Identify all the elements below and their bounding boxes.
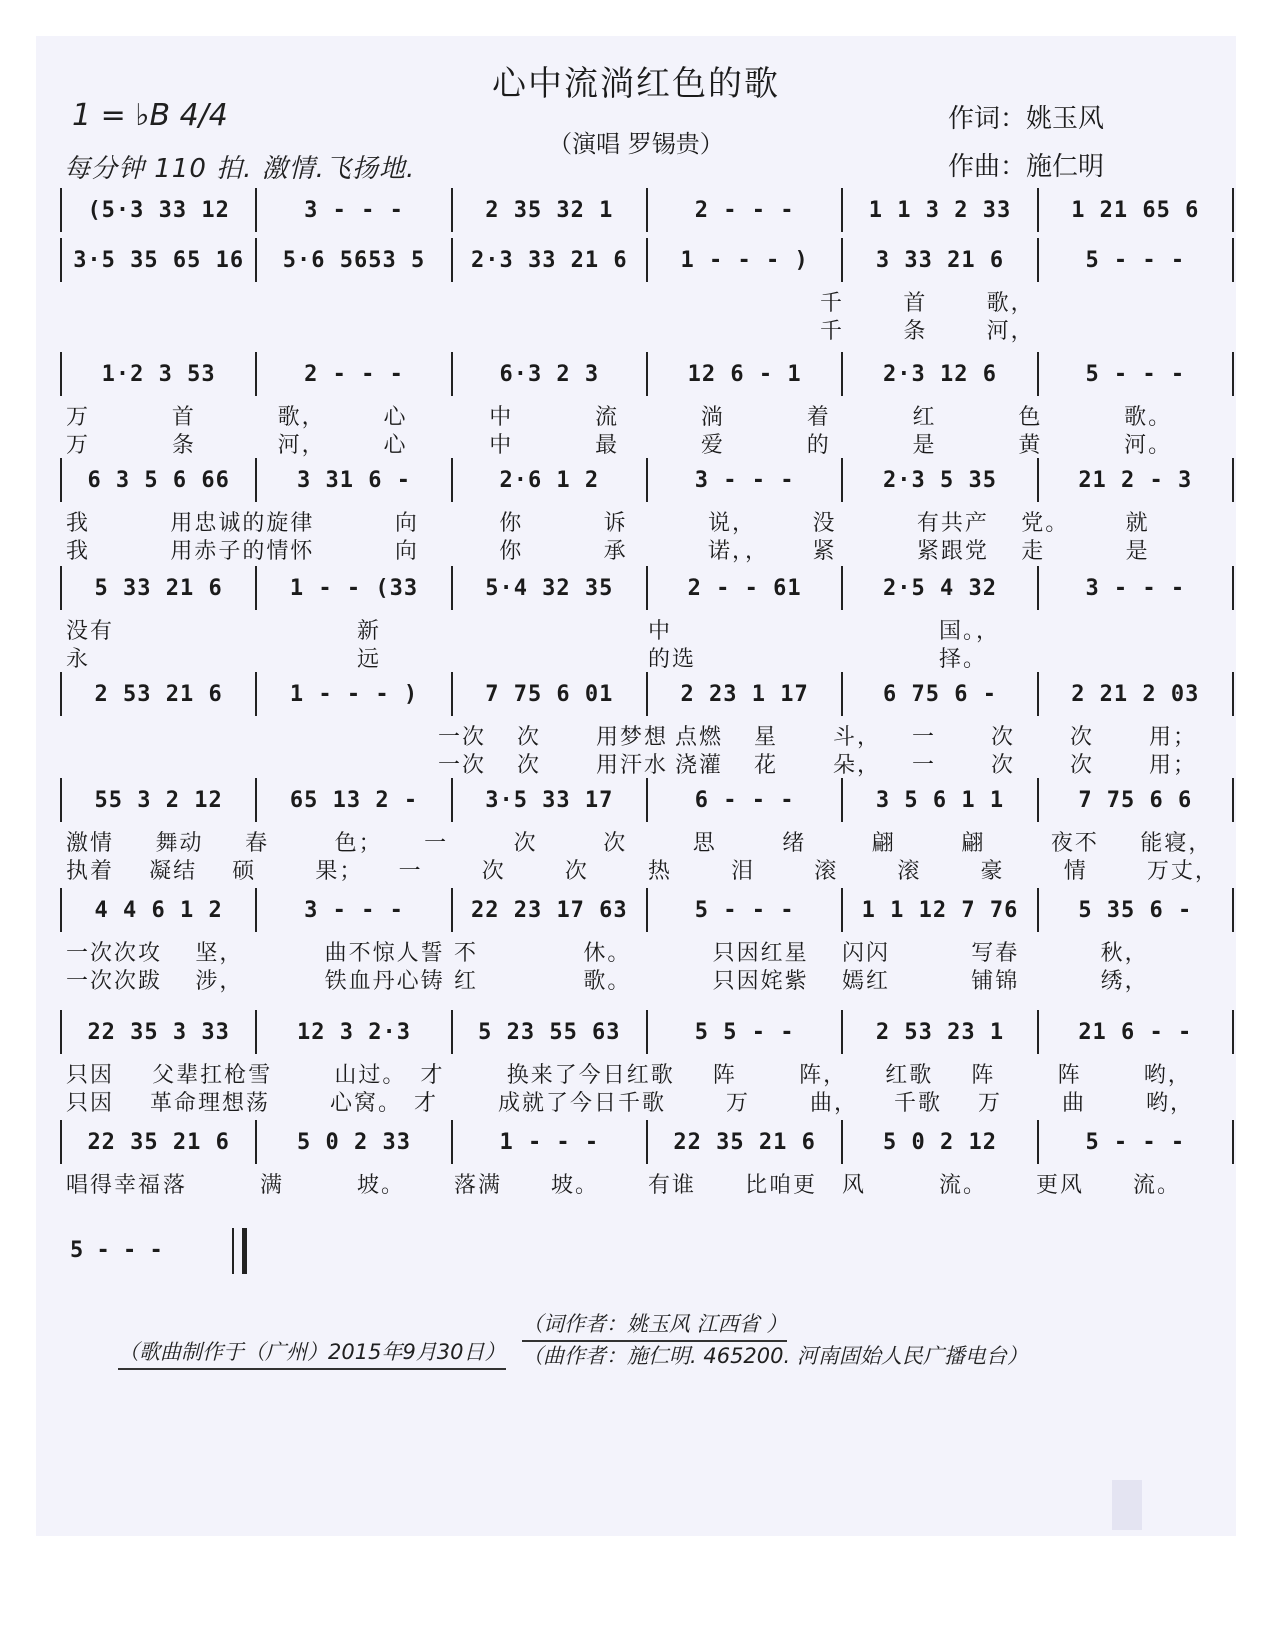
lyric-word: 用忠诚的旋 bbox=[170, 511, 291, 536]
staff-line-7 bbox=[60, 778, 1234, 822]
lyric-word: 坡。 bbox=[357, 1173, 406, 1198]
lyric-word: 星 bbox=[754, 725, 779, 750]
lyric-word: 紧 bbox=[812, 539, 837, 564]
measure: 7 75 6 01 bbox=[453, 672, 648, 716]
lyric-word: 是 bbox=[912, 433, 937, 458]
measure: 5 0 2 12 bbox=[843, 1120, 1038, 1164]
measure: 3 - - - bbox=[257, 888, 452, 932]
measure: 2·6 1 2 bbox=[453, 458, 648, 502]
lyric-word: 一次 bbox=[438, 753, 487, 778]
lyric-word: 是 bbox=[1125, 539, 1150, 564]
staff-line-6 bbox=[60, 672, 1234, 716]
lyric-word: 绪 bbox=[782, 831, 807, 856]
measure: 1 - - (33 bbox=[257, 566, 452, 610]
lyric-word: 革命理想 bbox=[150, 1091, 247, 1116]
lyric-word: 爱 bbox=[700, 433, 725, 458]
lyric-word: 歌。 bbox=[1124, 405, 1173, 430]
measure: 6 3 5 6 66 bbox=[62, 458, 257, 502]
lyric-verse-1 bbox=[66, 1168, 1230, 1199]
lyric-word: 黄 bbox=[1018, 433, 1043, 458]
lyric-word: 用梦想 bbox=[596, 725, 669, 750]
measure: 1 - - - ) bbox=[648, 238, 843, 282]
measure: 5 33 21 6 bbox=[62, 566, 257, 610]
lyric-word: 条 bbox=[171, 433, 196, 458]
lyric-word: 千 bbox=[820, 291, 845, 316]
lyric-word: 坚， bbox=[195, 941, 244, 966]
lyric-word: 休。 bbox=[583, 941, 632, 966]
lyric-word: 绣， bbox=[1100, 969, 1149, 994]
lyric-word: 你 bbox=[499, 511, 524, 536]
lyric-word: 阵， bbox=[799, 1063, 848, 1088]
footer-lyricist-address: （词作者：姚玉风 江西省 ） bbox=[522, 1308, 787, 1342]
key-signature: 1 = ♭B 4/4 bbox=[72, 98, 228, 133]
staff-line-3 bbox=[60, 352, 1234, 396]
lyric-verse-2 bbox=[820, 314, 1070, 345]
footer-date: （歌曲制作于（广州）2015年9月30日） bbox=[118, 1336, 506, 1370]
lyric-word: 歌， bbox=[277, 405, 326, 430]
lyric-word: 更风 bbox=[1036, 1173, 1085, 1198]
lyric-word: 万 bbox=[726, 1091, 751, 1116]
staff-line-1 bbox=[60, 188, 1234, 232]
measure: 2 21 2 03 bbox=[1071, 681, 1200, 707]
lyric-word: 择。 bbox=[939, 647, 988, 672]
measure: 3 - - - bbox=[648, 458, 843, 502]
lyric-word: 永 bbox=[66, 647, 91, 672]
lyric-word: 朵， bbox=[833, 753, 882, 778]
final-barline bbox=[232, 1228, 247, 1274]
lyric-word: 秋， bbox=[1100, 941, 1149, 966]
staff-line-2 bbox=[60, 238, 1234, 282]
lyric-word: 歌 bbox=[642, 1091, 667, 1116]
lyric-word: 热 bbox=[647, 859, 672, 884]
lyric-verse-2 bbox=[66, 534, 1230, 565]
lyric-word: 走 bbox=[1021, 539, 1046, 564]
lyric-word: 才 bbox=[414, 1091, 439, 1116]
lyric-word: 着 bbox=[806, 405, 831, 430]
tempo-marking: 每分钟 110 拍. 激情.飞扬地. bbox=[64, 154, 416, 184]
lyric-word: 流。 bbox=[1133, 1173, 1182, 1198]
measure: 6·3 2 3 bbox=[453, 352, 648, 396]
lyric-word: 落满 bbox=[454, 1173, 503, 1198]
lyric-word: 只因红星 bbox=[712, 941, 809, 966]
lyric-word: 没有 bbox=[66, 619, 115, 644]
measure: 5 - - - bbox=[648, 888, 843, 932]
lyric-verse-2 bbox=[66, 964, 1230, 995]
lyric-word: 只因 bbox=[66, 1091, 115, 1116]
lyric-word: 滚 bbox=[897, 859, 922, 884]
staff-line-10 bbox=[60, 1120, 1234, 1164]
lyric-word: 万 bbox=[66, 433, 91, 458]
lyric-word: 心 bbox=[383, 433, 408, 458]
measure: 5·4 32 35 bbox=[453, 566, 648, 610]
lyric-word: 没 bbox=[812, 511, 837, 536]
measure: 5 - - - bbox=[1085, 247, 1186, 273]
lyric-word: 滚 bbox=[814, 859, 839, 884]
measure: 12 3 2·3 bbox=[257, 1010, 452, 1054]
lyric-word: 一 bbox=[912, 725, 937, 750]
measure: 2 - - - bbox=[648, 188, 843, 232]
lyric-word: 条 bbox=[903, 319, 928, 344]
lyric-word: 用汗水 bbox=[596, 753, 669, 778]
lyric-word: 万丈， bbox=[1146, 859, 1219, 884]
measure: 1 21 65 6 bbox=[1071, 197, 1200, 223]
lyric-word: 歌， bbox=[986, 291, 1035, 316]
measure: 12 6 - 1 bbox=[648, 352, 843, 396]
lyric-word: 阵 bbox=[971, 1063, 996, 1088]
lyric-word: 律 bbox=[290, 511, 315, 536]
measure: 2·5 4 32 bbox=[843, 566, 1038, 610]
measure: 3 - - - bbox=[257, 188, 452, 232]
measure: 1 - - - bbox=[453, 1120, 648, 1164]
lyric-word: 只因姹紫 bbox=[712, 969, 809, 994]
lyric-word: 次 bbox=[481, 859, 506, 884]
lyric-word: 向 bbox=[394, 511, 419, 536]
lyric-word: 哟， bbox=[1146, 1091, 1195, 1116]
final-measure: 5 - - - bbox=[70, 1238, 163, 1263]
lyric-word: 红歌 bbox=[885, 1063, 934, 1088]
lyric-word: 思 bbox=[692, 831, 717, 856]
lyric-word: 的选 bbox=[648, 647, 697, 672]
lyric-word: 曲不惊人誓 bbox=[324, 941, 445, 966]
measure: 3 - - - bbox=[1085, 575, 1186, 601]
lyric-verse-1 bbox=[66, 936, 1230, 967]
lyric-word: 国。， bbox=[939, 619, 1001, 644]
measure: 5 - - - bbox=[1085, 361, 1186, 387]
lyric-word: 曲 bbox=[1062, 1091, 1087, 1116]
lyric-word: 一 bbox=[398, 859, 423, 884]
staff-line-8 bbox=[60, 888, 1234, 932]
measure: 4 4 6 1 2 bbox=[62, 888, 257, 932]
measure: 3 33 21 6 bbox=[843, 238, 1038, 282]
staff-line-9 bbox=[60, 1010, 1234, 1054]
measure: 7 75 6 6 bbox=[1078, 787, 1193, 813]
measure: 5·6 5653 5 bbox=[257, 238, 452, 282]
measure: 3·5 35 65 16 bbox=[62, 238, 257, 282]
lyric-word: 雪 bbox=[248, 1063, 273, 1088]
lyric-word: 中 bbox=[489, 405, 514, 430]
lyric-word: 次 bbox=[1070, 753, 1095, 778]
lyric-word: 怀 bbox=[290, 539, 315, 564]
lyric-word: 闪闪 bbox=[841, 941, 890, 966]
lyric-word: 红 bbox=[453, 969, 478, 994]
lyric-word: 满 bbox=[260, 1173, 285, 1198]
measure: 3 5 6 1 1 bbox=[843, 778, 1038, 822]
lyric-word: 夜不 bbox=[1050, 831, 1099, 856]
lyric-word: 铁血丹心铸 bbox=[324, 969, 445, 994]
lyric-word: 激情 bbox=[66, 831, 115, 856]
song-title: 心中流淌红色的歌 bbox=[492, 64, 780, 104]
measure: 6 - - - bbox=[648, 778, 843, 822]
lyric-word: 不 bbox=[453, 941, 478, 966]
singer-credit: （演唱 罗锡贵） bbox=[548, 130, 724, 158]
lyric-word: 党。 bbox=[1021, 511, 1070, 536]
measure: 1 1 3 2 33 bbox=[843, 188, 1038, 232]
lyric-word: 阵 bbox=[712, 1063, 737, 1088]
lyric-word: 色 bbox=[1018, 405, 1043, 430]
lyric-verse-1 bbox=[66, 614, 1230, 645]
lyric-word: 新 bbox=[357, 619, 382, 644]
lyric-word: 流 bbox=[595, 405, 620, 430]
measure: 55 3 2 12 bbox=[62, 778, 257, 822]
measure: 22 35 21 6 bbox=[62, 1120, 257, 1164]
lyric-word: 中 bbox=[648, 619, 673, 644]
lyric-word: 有谁 bbox=[648, 1173, 697, 1198]
lyric-verse-1 bbox=[820, 286, 1070, 317]
lyric-word: 翩 bbox=[871, 831, 896, 856]
lyric-word: 翩 bbox=[961, 831, 986, 856]
measure: 2 53 23 1 bbox=[843, 1010, 1038, 1054]
measure: 5 0 2 33 bbox=[257, 1120, 452, 1164]
lyric-word: 说， bbox=[708, 511, 757, 536]
measure: 5 5 - - bbox=[648, 1010, 843, 1054]
lyric-word: 远 bbox=[357, 647, 382, 672]
lyric-word: 次 bbox=[564, 859, 589, 884]
lyric-word: 次 bbox=[517, 725, 542, 750]
lyric-word: 山过。 bbox=[334, 1063, 407, 1088]
lyric-word: 流。 bbox=[939, 1173, 988, 1198]
lyric-word: 心 bbox=[383, 405, 408, 430]
scan-shadow bbox=[1112, 1480, 1142, 1530]
lyric-word: 万 bbox=[66, 405, 91, 430]
lyric-word: 河， bbox=[277, 433, 326, 458]
lyric-word: 次 bbox=[991, 725, 1016, 750]
lyric-word: 用赤子的情 bbox=[170, 539, 291, 564]
lyric-word: 点燃 bbox=[675, 725, 724, 750]
lyric-word: 浇灌 bbox=[675, 753, 724, 778]
lyric-word: 一次次攻 bbox=[66, 941, 163, 966]
lyricist-credit: 作词：姚玉风 bbox=[948, 104, 1105, 134]
lyric-word: 换来了今日 bbox=[506, 1063, 627, 1088]
lyric-word: 淌 bbox=[700, 405, 725, 430]
lyric-word: 色； bbox=[334, 831, 383, 856]
lyric-word: 凝结 bbox=[149, 859, 198, 884]
lyric-word: 首 bbox=[903, 291, 928, 316]
lyric-word: 最 bbox=[595, 433, 620, 458]
lyric-word: 荡 bbox=[246, 1091, 271, 1116]
lyric-word: 诉 bbox=[603, 511, 628, 536]
lyric-word: 落 bbox=[163, 1173, 188, 1198]
lyric-verse-2 bbox=[438, 748, 1228, 779]
lyric-word: 一 bbox=[912, 753, 937, 778]
lyric-verse-2 bbox=[66, 428, 1230, 459]
lyric-word: 才 bbox=[420, 1063, 445, 1088]
measure: 2 - - - bbox=[257, 352, 452, 396]
lyric-word: 唱得幸福 bbox=[66, 1173, 163, 1198]
lyric-word: 写春 bbox=[971, 941, 1020, 966]
measure: 2 - - 61 bbox=[648, 566, 843, 610]
lyric-word: 次 bbox=[603, 831, 628, 856]
lyric-word: 硕 bbox=[232, 859, 257, 884]
measure: 22 23 17 63 bbox=[453, 888, 648, 932]
measure: 5 - - - bbox=[1085, 1129, 1186, 1155]
lyric-word: 次 bbox=[991, 753, 1016, 778]
measure: 22 35 3 33 bbox=[62, 1010, 257, 1054]
lyric-verse-2 bbox=[66, 854, 1230, 885]
lyric-verse-1 bbox=[438, 720, 1228, 751]
lyric-verse-1 bbox=[66, 506, 1230, 537]
lyric-word: 有共产 bbox=[916, 511, 989, 536]
lyric-word: 风 bbox=[842, 1173, 867, 1198]
measure: 22 35 21 6 bbox=[648, 1120, 843, 1164]
lyric-word: 你 bbox=[499, 539, 524, 564]
composer-credit: 作曲：施仁明 bbox=[948, 152, 1105, 182]
lyric-word: 紧跟党 bbox=[916, 539, 989, 564]
lyric-word: 泪 bbox=[731, 859, 756, 884]
lyric-word: 情 bbox=[1063, 859, 1088, 884]
lyric-word: 承 bbox=[603, 539, 628, 564]
measure: 21 2 - 3 bbox=[1078, 467, 1193, 493]
lyric-verse-2 bbox=[66, 642, 1230, 673]
measure: 6 75 6 - bbox=[843, 672, 1038, 716]
lyric-verse-1 bbox=[66, 826, 1230, 857]
footer-composer-address: （曲作者：施仁明. 465200. 河南固始人民广播电台） bbox=[522, 1344, 1028, 1368]
lyric-word: 只因 bbox=[66, 1063, 115, 1088]
lyric-word: 阵 bbox=[1057, 1063, 1082, 1088]
measure: 2·3 5 35 bbox=[843, 458, 1038, 502]
lyric-word: 曲， bbox=[810, 1091, 859, 1116]
lyric-word: 向 bbox=[394, 539, 419, 564]
lyric-word: 一 bbox=[424, 831, 449, 856]
measure: 65 13 2 - bbox=[257, 778, 452, 822]
lyric-word: 的 bbox=[806, 433, 831, 458]
lyric-word: 执着 bbox=[66, 859, 115, 884]
measure: 2·3 33 21 6 bbox=[453, 238, 648, 282]
lyric-word: 我 bbox=[66, 511, 91, 536]
lyric-word: 比咱更 bbox=[745, 1173, 818, 1198]
lyric-word: 父辈扛枪 bbox=[152, 1063, 249, 1088]
lyric-word: 涉， bbox=[195, 969, 244, 994]
lyric-word: 舞动 bbox=[155, 831, 204, 856]
staff-line-5 bbox=[60, 566, 1234, 610]
lyric-word: 我 bbox=[66, 539, 91, 564]
lyric-word: 能寝， bbox=[1140, 831, 1213, 856]
lyric-word: 千歌 bbox=[894, 1091, 943, 1116]
measure: 1 1 12 7 76 bbox=[843, 888, 1038, 932]
lyric-word: 春 bbox=[245, 831, 270, 856]
measure: 3·5 33 17 bbox=[453, 778, 648, 822]
lyric-word: 一次 bbox=[438, 725, 487, 750]
lyric-verse-2 bbox=[66, 1086, 1230, 1117]
lyric-word: 哟， bbox=[1143, 1063, 1192, 1088]
lyric-word: 次 bbox=[1070, 725, 1095, 750]
lyric-word: 歌。 bbox=[583, 969, 632, 994]
lyric-word: 花 bbox=[754, 753, 779, 778]
lyric-word: 河。 bbox=[1124, 433, 1173, 458]
measure: 2 23 1 17 bbox=[648, 672, 843, 716]
measure: 5 23 55 63 bbox=[453, 1010, 648, 1054]
lyric-verse-1 bbox=[66, 1058, 1230, 1089]
lyric-word: 红歌 bbox=[626, 1063, 675, 1088]
lyric-word: 千 bbox=[820, 319, 845, 344]
lyric-word: 次 bbox=[513, 831, 538, 856]
lyric-word: 首 bbox=[171, 405, 196, 430]
staff-line-4 bbox=[60, 458, 1234, 502]
lyric-word: 万 bbox=[978, 1091, 1003, 1116]
lyric-word: 成就了今日千 bbox=[498, 1091, 643, 1116]
lyric-word: 豪 bbox=[980, 859, 1005, 884]
lyric-word: 用； bbox=[1149, 753, 1198, 778]
measure: 2 35 32 1 bbox=[453, 188, 648, 232]
lyric-word: 斗， bbox=[833, 725, 882, 750]
lyric-word: 心窝。 bbox=[330, 1091, 403, 1116]
lyric-word: 用； bbox=[1149, 725, 1198, 750]
lyric-word: 坡。 bbox=[551, 1173, 600, 1198]
lyric-word: 嫣红 bbox=[841, 969, 890, 994]
lyric-word: 一次次跋 bbox=[66, 969, 163, 994]
measure: (5·3 33 12 bbox=[62, 188, 257, 232]
lyric-word: 诺，， bbox=[708, 539, 770, 564]
lyric-word: 红 bbox=[912, 405, 937, 430]
measure: 1 - - - ) bbox=[257, 672, 452, 716]
lyric-word: 铺锦 bbox=[971, 969, 1020, 994]
measure: 3 31 6 - bbox=[257, 458, 452, 502]
measure: 21 6 - - bbox=[1078, 1019, 1193, 1045]
lyric-word: 中 bbox=[489, 433, 514, 458]
lyric-word: 果； bbox=[315, 859, 364, 884]
lyric-word: 就 bbox=[1125, 511, 1150, 536]
lyric-verse-1 bbox=[66, 400, 1230, 431]
measure: 2 53 21 6 bbox=[62, 672, 257, 716]
measure: 1·2 3 53 bbox=[62, 352, 257, 396]
measure: 2·3 12 6 bbox=[843, 352, 1038, 396]
lyric-word: 河， bbox=[986, 319, 1035, 344]
measure: 5 35 6 - bbox=[1078, 897, 1193, 923]
lyric-word: 次 bbox=[517, 753, 542, 778]
